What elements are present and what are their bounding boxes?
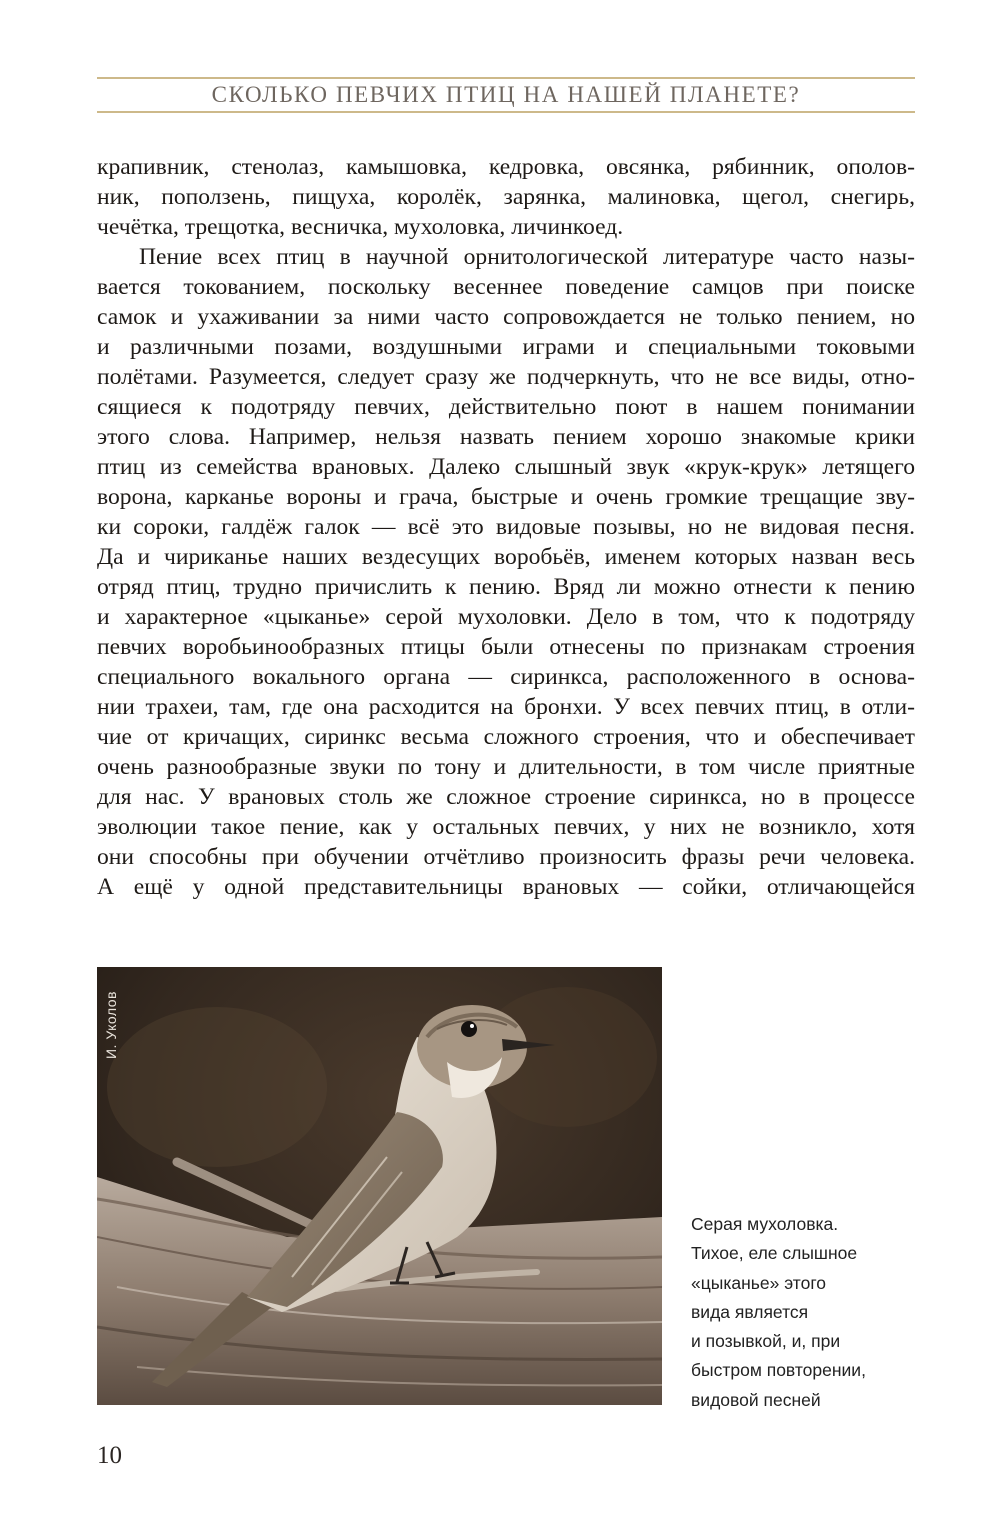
- body-line: и характерное «цыканье» серой мухоловки. Дело в том, что к подотряду: [97, 604, 915, 630]
- bird-photo: [97, 967, 662, 1405]
- page-number: 10: [97, 1442, 122, 1469]
- caption-line: «цыканье» этого: [691, 1272, 827, 1293]
- body-line: Пение всех птиц в научной орнитологической литературе часто назы-: [139, 244, 915, 270]
- caption-line: быстром повторении,: [691, 1360, 866, 1381]
- caption-line: Тихое, еле слышное: [691, 1243, 858, 1264]
- caption-line: видовой песней: [691, 1389, 821, 1410]
- body-line: специального вокального органа — сиринкса, расположенного в основа-: [97, 664, 915, 690]
- running-head-title: СКОЛЬКО ПЕВЧИХ ПТИЦ НА НАШЕЙ ПЛАНЕТЕ?: [211, 82, 801, 107]
- body-line: ки сороки, галдёж галок — всё это видовые позывы, но не видовая песня.: [97, 514, 915, 540]
- body-line: самок и ухаживании за ними часто сопровождается не только пением, но: [97, 304, 915, 330]
- body-line: отряд птиц, трудно причислить к пению. Вряд ли можно отнести к пению: [97, 574, 915, 600]
- caption-line: вида является: [691, 1301, 809, 1322]
- body-line: сящиеся к подотряду певчих, действительно поют в нашем понимании: [97, 394, 915, 420]
- flycatcher-illustration: [97, 967, 662, 1405]
- body-line: эволюции такое пение, как у остальных певчих, у них не возникло, хотя: [97, 814, 915, 840]
- body-line: они способны при обучении отчётливо произносить фразы речи человека.: [97, 844, 915, 870]
- body-line: полётами. Разумеется, следует сразу же подчеркнуть, что не все виды, отно-: [97, 364, 915, 390]
- body-line: и различными позами, воздушными играми и специальными токовыми: [97, 334, 915, 360]
- body-line: этого слова. Например, нельзя назвать пением хорошо знакомые крики: [97, 424, 915, 450]
- body-line: А ещё у одной представительницы врановых — сойки, отличающейся: [97, 874, 915, 900]
- caption-line: Серая мухоловка.: [691, 1214, 839, 1234]
- body-line: для нас. У врановых столь же сложное строение сиринкса, но в процессе: [97, 784, 915, 810]
- body-line: очень разнообразные звуки по тону и длительности, в том числе приятные: [97, 754, 915, 780]
- body-line: чечётка, трещотка, весничка, мухоловка, личинкоед.: [97, 214, 624, 240]
- caption-line: и позывкой, и, при: [691, 1331, 841, 1352]
- body-line: нии трахеи, там, где она расходится на бронхи. У всех певчих птиц, в отли-: [97, 694, 915, 720]
- photo-caption: [691, 1210, 931, 1415]
- body-line: ворона, карканье вороны и грача, быстрые и очень громкие трещащие зву-: [97, 484, 915, 510]
- body-line: вается токованием, поскольку весеннее поведение самцов при поиске: [97, 274, 915, 300]
- body-line: ник, поползень, пищуха, королёк, зарянка, малиновка, щегол, снегирь,: [97, 184, 915, 210]
- body-line: чие от кричащих, сиринкс весьма сложного строения, что и обеспечивает: [97, 724, 915, 750]
- photo-credit: И. Уколов: [103, 991, 119, 1059]
- bird-eye: [461, 1021, 477, 1037]
- body-line: певчих воробьинообразных птицы были отнесены по признакам строения: [97, 634, 915, 660]
- body-text: [97, 152, 915, 902]
- body-line: крапивник, стенолаз, камышовка, кедровка, овсянка, рябинник, ополов-: [97, 154, 915, 180]
- body-line: птиц из семейства врановых. Далеко слышный звук «крук-крук» летящего: [97, 454, 915, 480]
- body-line: Да и чириканье наших вездесущих воробьёв, именем которых назван весь: [97, 544, 915, 570]
- running-head: [97, 77, 915, 113]
